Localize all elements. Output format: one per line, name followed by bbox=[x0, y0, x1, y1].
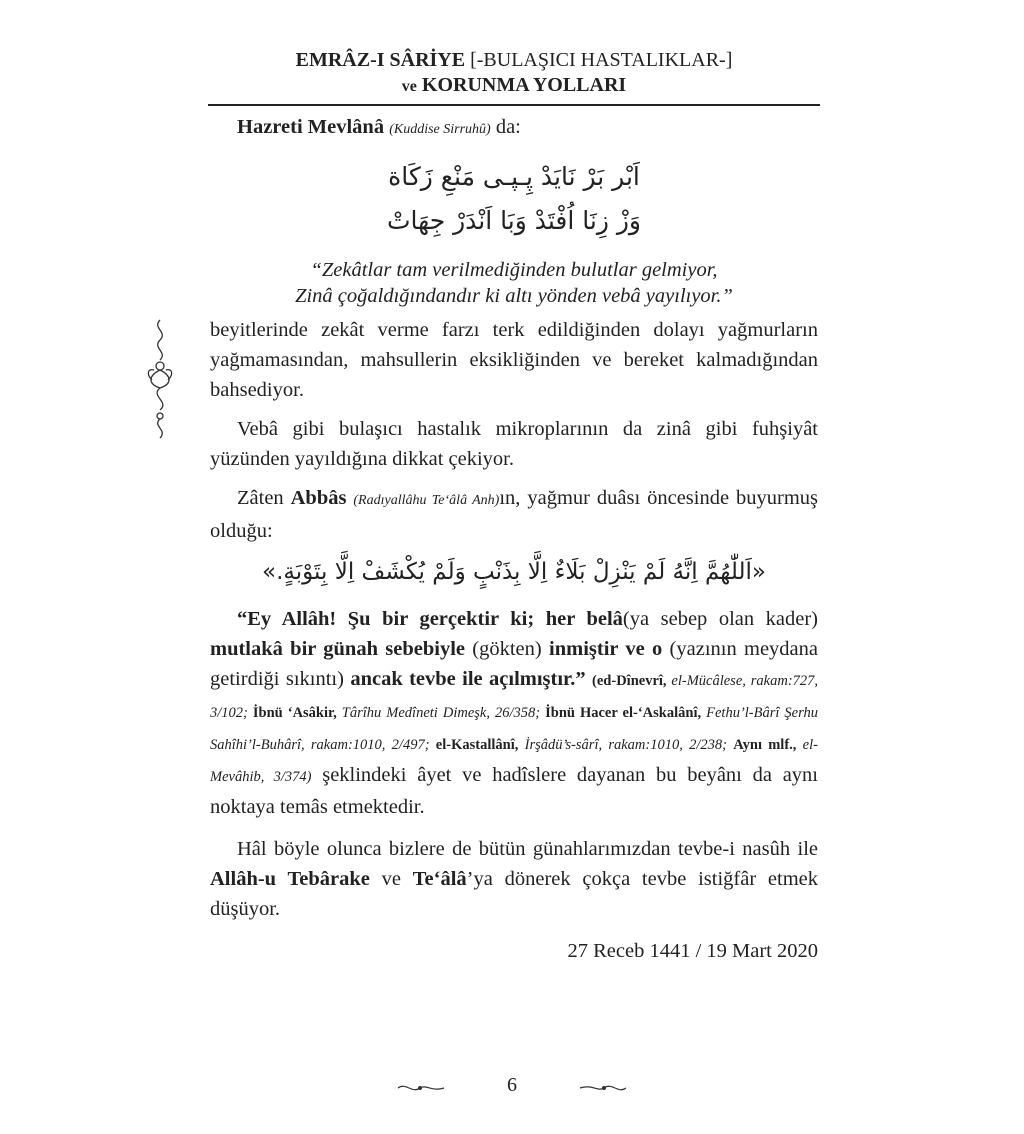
para3-post: ın, yağmur duâsı öncesinde buyurmuş olduğu: bbox=[210, 487, 819, 542]
intro-honorific: (Kuddise Sirruhû) bbox=[389, 122, 491, 137]
poem-arabic-line-2: وَزْ زِنَا اُفْتَدْ وَبَا اَنْدَرْ جِهَاتْ bbox=[387, 206, 641, 235]
flourish-ornament-icon bbox=[396, 1082, 446, 1094]
citation-author-5: Aynı mlf., bbox=[733, 737, 797, 753]
para5-text-3: ’ya dönerek çokça tevbe istiğfâr etmek düşüyor. bbox=[210, 868, 818, 920]
citation-author-2: İbnü ‘Asâkir, bbox=[252, 705, 337, 721]
para5-bold-1: Allâh-u Tebârake bbox=[210, 868, 370, 890]
page-body bbox=[210, 112, 818, 966]
header-title-line2 bbox=[208, 72, 820, 100]
header-title-sub: [-BULAŞICI HASTALIKLAR-] bbox=[470, 49, 733, 71]
poem-translation-line-1: “Zekâtlar tam verilmediğinden bulutlar gelmiyor, bbox=[310, 259, 718, 281]
dua-arabic: «اَللّٰهُمَّ اِنَّهُ لَمْ يَنْزِلْ بَلَاءٌ اِلَّا بِذَنْبٍ وَلَمْ يُكْشَفْ اِلَّا بِتَوْبَةٍ.» bbox=[262, 559, 766, 585]
intro-tail: da: bbox=[495, 116, 521, 138]
paragraph-2: Vebâ gibi bulaşıcı hastalık mikroplarının da zinâ gibi fuhşiyât yüzünden yayıldığına dikkat çekiyor. bbox=[210, 418, 818, 470]
paragraph-5 bbox=[210, 834, 818, 924]
paragraph-1: beyitlerinde zekât verme farzı terk edildiğinden dolayı yağmurların yağmamasından, mahsullerin eksikliğinden ve bereket kalmadığından bahsediyor. bbox=[210, 319, 818, 401]
para3-pre: Zâten bbox=[237, 487, 291, 509]
hadith-normal-3: (yazının meydana getirdiği sıkıntı) bbox=[210, 638, 818, 690]
header-rule bbox=[208, 104, 820, 106]
poem-arabic bbox=[210, 155, 818, 243]
citation-author-3: İbnü Hacer el-‘Askalânî, bbox=[545, 705, 702, 721]
page-number: 6 bbox=[507, 1074, 517, 1096]
hadith-bold-2: mutlakâ bir günah sebebiyle bbox=[210, 638, 465, 660]
citation-work-4: İrşâdü’s-sârî, rakam:1010, 2/238; bbox=[518, 737, 734, 753]
citation-work-1: el-Mücâlese, rakam:727, 3/102; bbox=[210, 673, 819, 721]
intro-name: Hazreti Mevlânâ bbox=[237, 116, 385, 138]
flourish-ornament-icon bbox=[578, 1082, 628, 1094]
citation-work-2: Târîhu Medîneti Dimeşk, 26/358; bbox=[336, 705, 546, 721]
running-header bbox=[208, 48, 820, 100]
poem-translation bbox=[210, 257, 818, 309]
paragraph-3 bbox=[210, 483, 818, 546]
hadith-paragraph bbox=[210, 604, 818, 822]
intro-line bbox=[237, 112, 818, 145]
poem-arabic-line-1: اَبْر بَرْ نَايَدْ پِـﭙـى مَنْعِ زَكَاة bbox=[388, 162, 640, 191]
page-footer bbox=[396, 1072, 628, 1102]
hadith-bold-4: ancak tevbe ile açılmıştır.” bbox=[350, 668, 586, 690]
para4-tail: şeklindeki âyet ve hadîslere dayanan bu beyânı da aynı noktaya temâs etmektedir. bbox=[210, 764, 818, 818]
header-title-bold: EMRÂZ-I SÂRİYE bbox=[295, 49, 466, 71]
date-line: 27 Receb 1441 / 19 Mart 2020 bbox=[567, 940, 818, 962]
hadith-normal-2: (gökten) bbox=[465, 638, 550, 660]
poem-translation-line-2: Zinâ çoğaldığındandır ki altı yönden vebâ yayılıyor.” bbox=[295, 285, 733, 307]
citation-work-5: el-Mevâhib, 3/374) bbox=[210, 737, 818, 785]
para5-bold-2: Te‘âlâ bbox=[412, 868, 467, 890]
header-ve: ve bbox=[401, 78, 417, 95]
citation-author-1: (ed-Dînevrî, bbox=[592, 673, 667, 689]
hadith-normal-1: (ya sebep olan kader) bbox=[622, 608, 818, 630]
hadith-bold-3: inmiştir ve o bbox=[549, 638, 663, 660]
para5-text-1: Hâl böyle olunca bizlere de bütün günahlarımızdan tevbe-i nasûh ile bbox=[237, 838, 818, 860]
header-title-bold-2: KORUNMA YOLLARI bbox=[421, 74, 627, 96]
floral-ornament-icon bbox=[146, 318, 174, 440]
para3-honorific: (Radıyallâhu Te‘âlâ Anh) bbox=[353, 493, 500, 508]
citation-author-4: el-Kastallânî, bbox=[435, 737, 519, 753]
header-title-line1 bbox=[208, 48, 820, 72]
hadith-bold-1: “Ey Allâh! Şu bir gerçektir ki; her belâ bbox=[237, 608, 623, 630]
para5-text-2: ve bbox=[369, 868, 413, 890]
para3-name: Abbâs bbox=[290, 487, 347, 509]
citation-work-3: Fethu’l-Bârî Şerhu Sahîhi’l-Buhârî, rakam:1010, 2/497; bbox=[210, 705, 818, 753]
